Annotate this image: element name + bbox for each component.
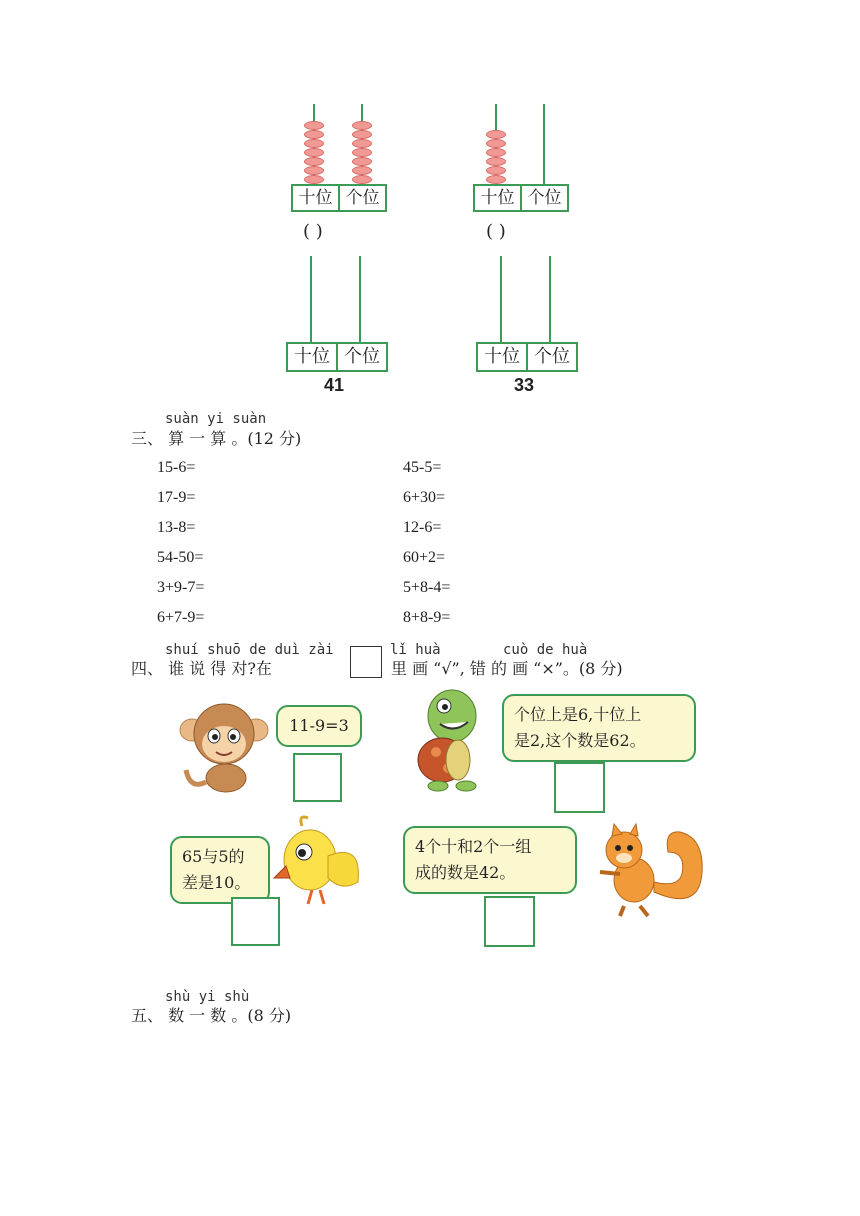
section4-pinyin: cuò de huà — [503, 642, 588, 658]
bird-statement-line1: 65与5的 — [182, 847, 245, 866]
ones-beads — [352, 121, 372, 184]
place-value-labels — [473, 184, 569, 212]
monkey-statement: 11-9=3 — [289, 716, 349, 735]
tens-rod — [310, 256, 312, 342]
place-value-labels — [286, 342, 388, 372]
place-value-labels — [291, 184, 387, 212]
section5-title: 五、 数 一 数 。(8 分) — [131, 1006, 292, 1025]
arithmetic-problem[interactable]: 17-9= — [157, 489, 196, 506]
abacus-bead — [486, 130, 506, 139]
abacus-bead — [304, 121, 324, 130]
abacus-top-left — [291, 104, 387, 212]
ones-rod — [543, 104, 545, 184]
tens-beads — [486, 130, 506, 184]
tens-label: 十位 — [475, 186, 522, 210]
bird-speech-bubble — [170, 836, 270, 904]
abacus-bead — [352, 175, 372, 184]
abacus-bead — [486, 148, 506, 157]
arithmetic-problem[interactable]: 12-6= — [403, 519, 442, 536]
monkey-speech-bubble — [276, 705, 362, 747]
example-box — [350, 646, 382, 678]
abacus-bead — [486, 166, 506, 175]
squirrel-icon — [590, 822, 708, 922]
abacus-bottom-right[interactable] — [476, 256, 572, 372]
abacus-bead — [352, 139, 372, 148]
ones-label: 个位 — [345, 188, 380, 208]
bird-answer-box[interactable] — [231, 897, 280, 946]
abacus-bead — [486, 175, 506, 184]
arithmetic-problem[interactable]: 8+8-9= — [403, 609, 451, 626]
tens-rod — [500, 256, 502, 342]
target-number: 41 — [324, 375, 345, 395]
section3-title: 三、 算 一 算 。(12 分) — [131, 429, 302, 448]
answer-blank[interactable]: ( ) — [486, 221, 506, 242]
abacus-bead — [304, 166, 324, 175]
squirrel-answer-box[interactable] — [484, 896, 535, 947]
section4-title: 里 画 “√”, 错 的 画 “×”。(8 分) — [391, 659, 623, 678]
arithmetic-problem[interactable]: 6+30= — [403, 489, 446, 506]
abacus-bead — [304, 130, 324, 139]
abacus-bead — [304, 175, 324, 184]
bird-icon — [272, 812, 370, 912]
turtle-icon — [414, 686, 490, 796]
section4-pinyin: lǐ huà — [390, 642, 441, 658]
ones-rod — [359, 256, 361, 342]
abacus-bead — [352, 121, 372, 130]
arithmetic-problem[interactable]: 3+9-7= — [157, 579, 205, 596]
bird-statement-line2: 差是10。 — [182, 873, 251, 892]
section3-pinyin: suàn yi suàn — [165, 411, 267, 427]
ones-rod — [549, 256, 551, 342]
place-value-labels — [476, 342, 578, 372]
abacus-bead — [352, 130, 372, 139]
abacus-bottom-left[interactable] — [286, 256, 382, 372]
abacus-bead — [352, 148, 372, 157]
abacus-bead — [304, 139, 324, 148]
monkey-answer-box[interactable] — [293, 753, 342, 802]
abacus-bead — [486, 157, 506, 166]
section5-pinyin: shù yi shù — [165, 989, 250, 1005]
section4-title: 四、 谁 说 得 对?在 — [131, 659, 272, 678]
arithmetic-problem[interactable]: 6+7-9= — [157, 609, 205, 626]
answer-blank[interactable]: ( ) — [303, 221, 323, 242]
squirrel-statement-line2: 成的数是42。 — [415, 863, 516, 882]
turtle-speech-bubble — [502, 694, 696, 762]
squirrel-statement-line1: 4个十和2个一组 — [415, 837, 532, 856]
ones-label: 个位 — [527, 188, 562, 208]
tens-label: 十位 — [288, 344, 338, 370]
ones-label: 个位 — [344, 346, 380, 367]
turtle-answer-box[interactable] — [554, 762, 605, 813]
abacus-bead — [486, 139, 506, 148]
squirrel-speech-bubble — [403, 826, 577, 894]
abacus-bead — [304, 157, 324, 166]
arithmetic-problem[interactable]: 15-6= — [157, 459, 196, 476]
arithmetic-problem[interactable]: 45-5= — [403, 459, 442, 476]
arithmetic-problem[interactable]: 60+2= — [403, 549, 446, 566]
arithmetic-problem[interactable]: 13-8= — [157, 519, 196, 536]
abacus-bead — [352, 166, 372, 175]
turtle-statement-line1: 个位上是6,十位上 — [514, 705, 642, 724]
ones-label: 个位 — [534, 346, 570, 367]
target-number: 33 — [514, 375, 535, 395]
turtle-statement-line2: 是2,这个数是62。 — [514, 731, 646, 750]
section4-pinyin: shuí shuō de duì zài — [165, 642, 334, 658]
tens-label: 十位 — [293, 186, 340, 210]
abacus-top-right — [473, 104, 569, 212]
abacus-bead — [304, 148, 324, 157]
tens-beads — [304, 121, 324, 184]
tens-label: 十位 — [478, 344, 528, 370]
arithmetic-problem[interactable]: 5+8-4= — [403, 579, 451, 596]
arithmetic-problem[interactable]: 54-50= — [157, 549, 204, 566]
abacus-bead — [352, 157, 372, 166]
monkey-icon — [178, 700, 276, 800]
